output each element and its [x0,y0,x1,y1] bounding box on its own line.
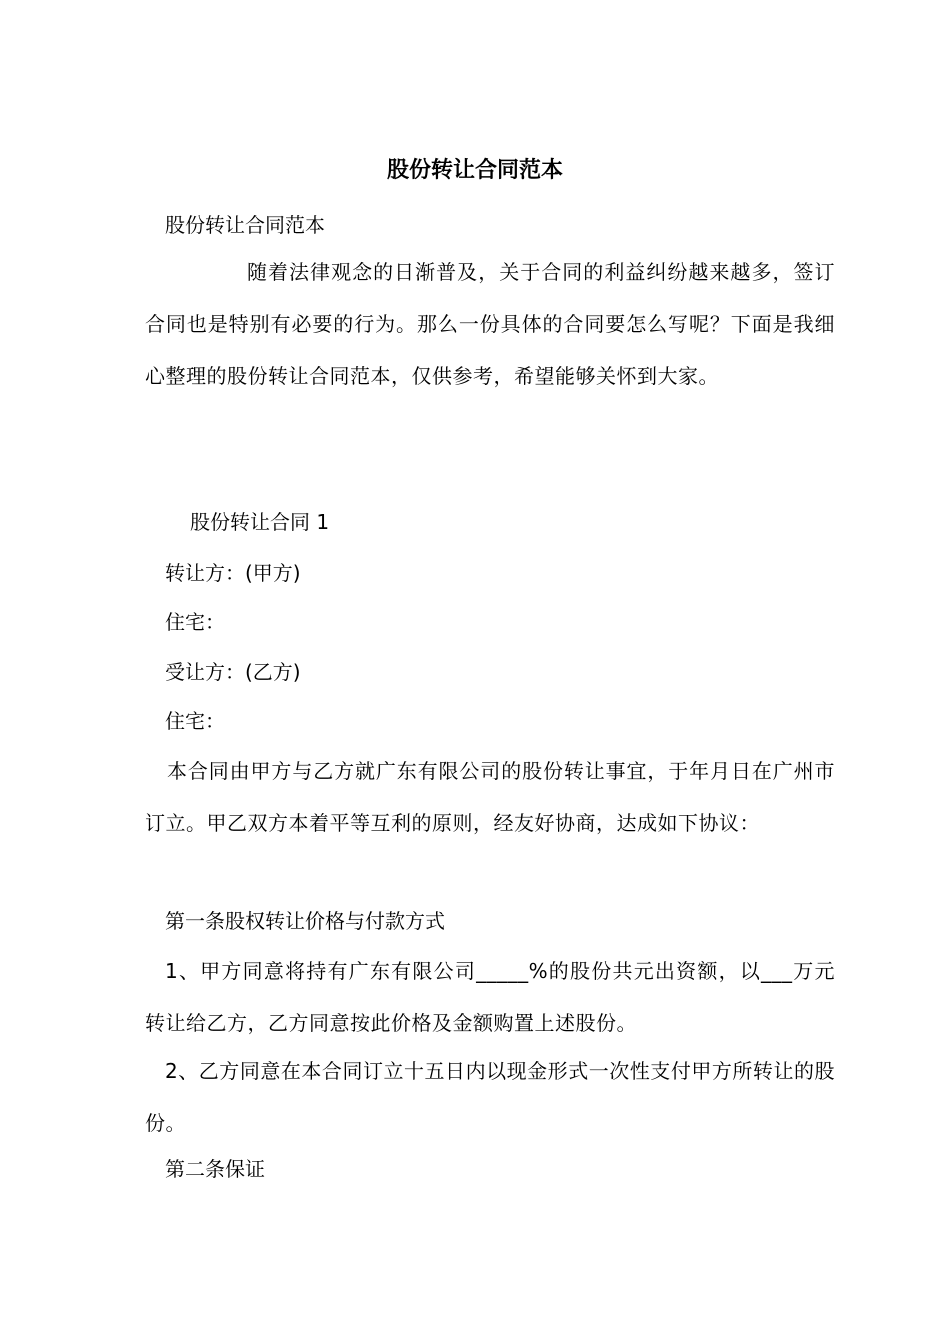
article-2-heading: 第二条保证 [165,1157,265,1181]
document-title: 股份转让合同范本 [386,157,563,183]
transferee-address-line: 住宅： [165,709,225,733]
clause-1-paragraph: 1、甲方同意将持有广东有限公司_____%的股份共元出资额，以___万元转让给乙方，乙方同意按此价格及金额购置上述股份。 [145,959,835,1035]
preamble-paragraph: 本合同由甲方与乙方就广东有限公司的股份转让事宜，于年月日在广州市订立。甲乙双方本着平等互利的原则，经友好协商，达成如下协议： [145,759,835,835]
section-heading: 股份转让合同 1 [190,510,330,534]
article-1-heading: 第一条股权转让价格与付款方式 [165,909,445,933]
transferee-line: 受让方：(乙方) [165,660,301,684]
document-subtitle: 股份转让合同范本 [165,213,325,237]
transferor-address-line: 住宅： [165,610,225,634]
clause-2-paragraph: 2、乙方同意在本合同订立十五日内以现金形式一次性支付甲方所转让的股份。 [145,1059,835,1135]
transferor-line: 转让方：(甲方) [165,561,301,585]
intro-paragraph: 随着法律观念的日渐普及，关于合同的利益纠纷越来越多，签订合同也是特别有必要的行为。那么一份具体的合同要怎么写呢？下面是我细心整理的股份转让合同范本，仅供参考，希望能够关怀到大家。 [145,260,835,388]
